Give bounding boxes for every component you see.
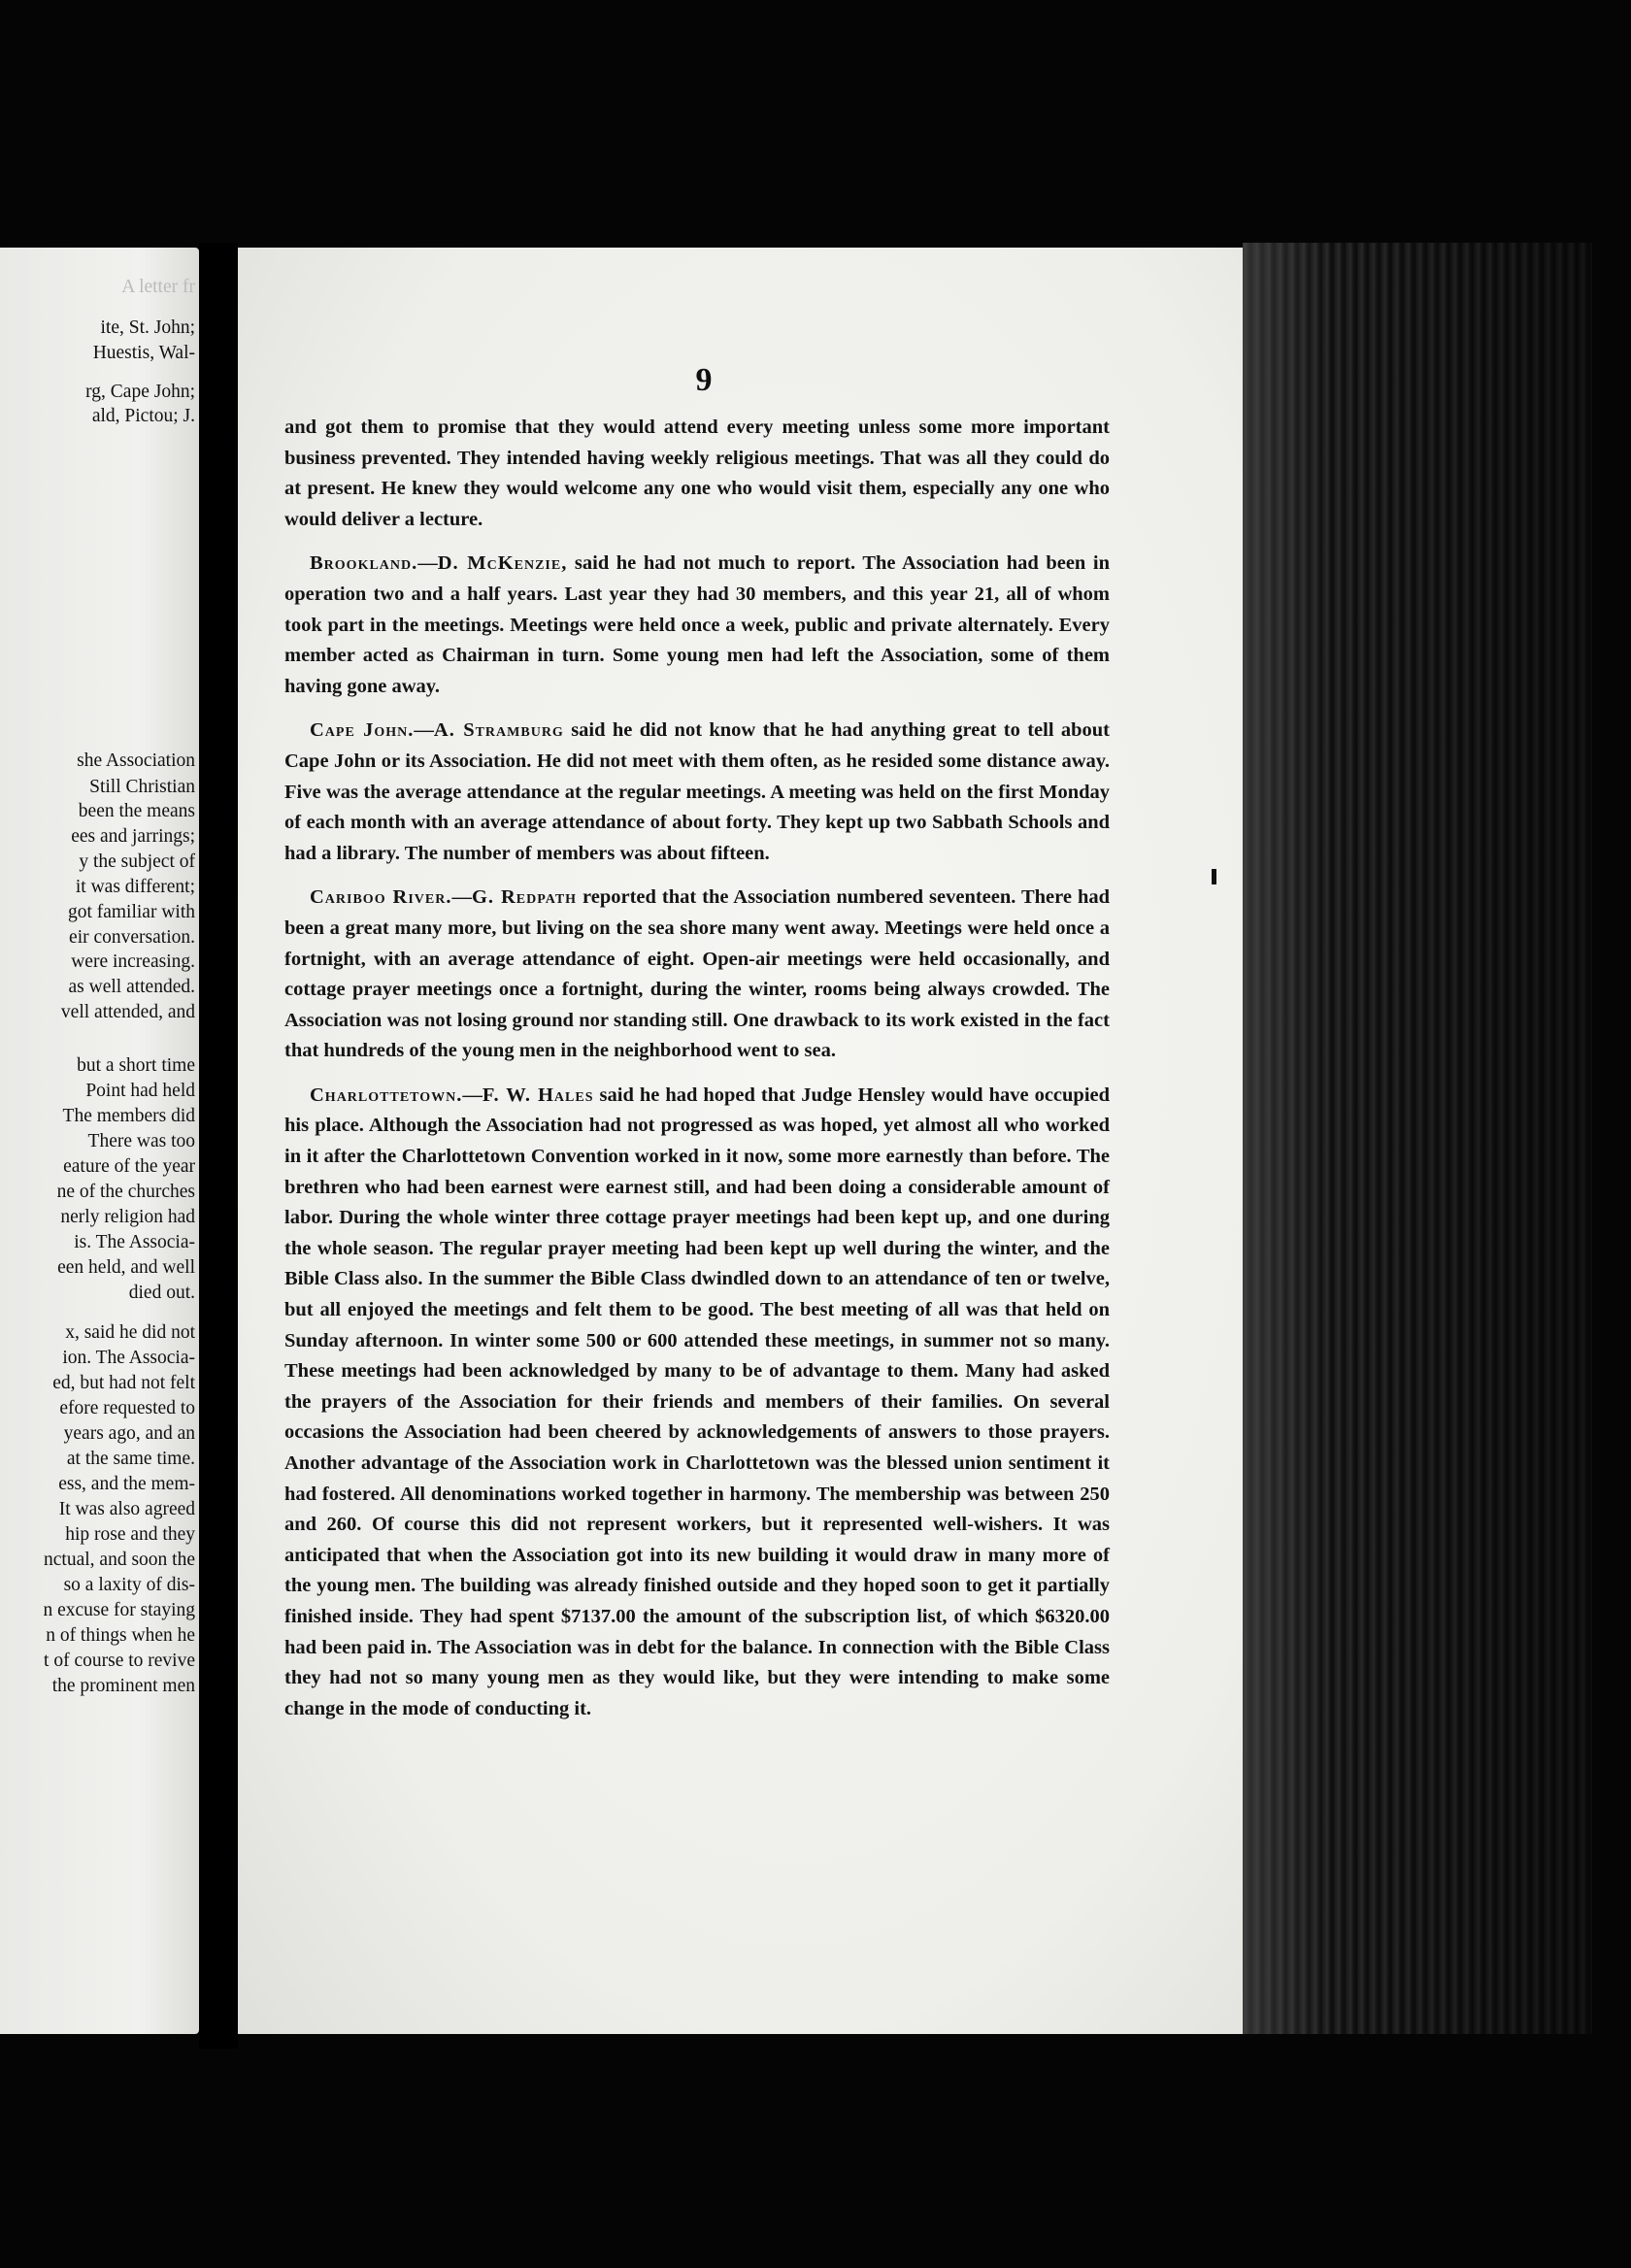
section-text: said he had hoped that Judge Hensley would have occupied his place. Although the Association had not progressed as was hoped, yet almost all who worked in it after the Charlottetown Convention worked in it now, some more earnestly than before. The brethren who had been earnest were earnest still, and had been doing a considerable amount of labor. During the whole winter three cottage prayer meetings had been kept up, and one during the whole season. The regular prayer meeting had been kept up well during the winter, and the Bible Class also. In the summer the Bible Class dwindled down to an attendance of ten or twelve, but all enjoyed the meetings and felt them to be good. The best meeting of all was that held on Sunday afternoon. In winter some 500 or 600 attended these meetings, in summer not so many. These meetings had been acknowledged by many to be of advantage to them. Many had asked the prayers of the Association for their friends and members of their families. On several occasions the Association had been cheered by acknowledgements of answers to those prayers. Another advantage of the Association work in Charlottetown was the blessed union sentiment it had fostered. All denominations worked together in harmony. The membership was between 250 and 260. Of course this did not represent workers, but it represented well-wishers. It was anticipated that when the Association got into its new building it would draw in many more of the young men. The building was already finished outside and they hoped soon to get it partially finished inside. They had spent $7137.00 the amount of the subscription list, of which $6320.00 had been paid in. The Association was in debt for the balance. In connection with the Bible Class they had not so many young men as they would like, but they were intending to make some change in the mode of conducting it. [284,1084,1111,1719]
left-page-text-fragment: n excuse for staying [43,1600,195,1620]
section-speaker: D. McKenzie, [437,552,568,575]
left-page-text-fragment: is. The Associa- [74,1232,195,1252]
book-gutter [199,243,238,2049]
left-page-text-fragment: vell attended, and [60,1002,195,1022]
left-page-text-fragment: Huestis, Wal- [92,343,195,363]
section-charlottetown: Charlottetown.—F. W. Hales said he had hoped that Judge Hensley would have occupied his place. Although the Association had not progressed as was hoped, yet almost all who worked in it after the Charlottetown Convention worked in it now, some more earnestly than before. The brethren who had been earnest were earnest still, and had been doing a considerable amount of labor. During the whole winter three cottage prayer meetings had been kept up, and one during the whole season. The regular prayer meeting had been kept up well during the winter, and the Bible Class also. In the summer the Bible Class dwindled down to an attendance of ten or twelve, but all enjoyed the meetings and felt them to be good. The best meeting of all was that held on Sunday afternoon. In winter some 500 or 600 attended these meetings, in summer not so many. These meetings had been acknowledged by many to be of advantage to them. Many had asked the prayers of the Association for their friends and members of their families. On several occasions the Association had been cheered by acknowledgements of answers to those prayers. Another advantage of the Association work in Charlottetown was the blessed union sentiment it had fostered. All denominations worked together in harmony. The membership was between 250 and 260. Of course this did not represent workers, but it represented well-wishers. It was anticipated that when the Association got into its new building it would draw in many more of the young men. The building was already finished outside and they hoped soon to get it partially finished inside. They had spent $7137.00 the amount of the subscription list, of which $6320.00 had been paid in. The Association was in debt for the balance. In connection with the Bible Class they had not so many young men as they would like, but they were intending to make some change in the mode of conducting it. [284,1084,1111,1719]
section-cariboo-river: Cariboo River.—G. Redpath reported that the Association numbered seventeen. There had been a great many more, but living on the sea shore many went away. Meetings were held once a fortnight, with an average attendance of eight. Open-air meetings were held occasionally, and cottage prayer meetings once a fortnight, during the winter, rooms being always crowded. The Association was not losing ground nor standing still. One drawback to its work existed in the fact that hundreds of the young men in the neighborhood went to sea. [284,886,1110,1062]
left-page-text-fragment: een held, and well [57,1257,195,1278]
left-page-text-fragment: efore requested to [59,1398,195,1418]
left-page-text-fragment: ald, Pictou; J. [91,406,195,426]
left-page-text-fragment: eir conversation. [69,927,195,948]
left-page-text-fragment: at the same time. [66,1449,195,1469]
left-page-text-fragment: ion. The Associa- [62,1348,195,1368]
left-page-text-fragment: n of things when he [46,1625,195,1646]
left-page-fragment [0,248,199,2034]
left-page-text-fragment: ite, St. John; [100,317,195,338]
left-page-text-fragment: rg, Cape John; [85,382,195,402]
left-page-text-fragment: been the means [78,801,195,821]
page-number: 9 [695,362,713,398]
section-text: said he had not much to report. The Association had been in operation two and a half years. Last year they had 30 members, and this year 21, all of whom took part in the meetings. Meetings were held once a week, public and private alternately. Every member acted as Chairman in turn. Some young men had left the Association, some of them having gone away. [284,552,1110,697]
left-page-text-fragment: ed, but had not felt [52,1373,195,1393]
left-page-text-fragment: y the subject of [79,851,195,872]
left-page-text-fragment: There was too [87,1131,195,1151]
left-page-text-fragment: were increasing. [71,951,195,972]
left-page-text-fragment: ess, and the mem- [58,1474,195,1494]
left-page-text-fragment: nctual, and soon the [44,1550,195,1570]
stacked-page-edges [1243,243,1592,2034]
section-brookland: Brookland.—D. McKenzie, said he had not much to report. The Association had been in operation two and a half years. Last year they had 30 members, and this year 21, all of whom took part in the meetings. Meetings were held once a week, public and private alternately. Every member acted as Chairman in turn. Some young men had left the Association, some of them having gone away. [284,552,1110,697]
left-page-text-fragment: Point had held [85,1081,195,1101]
left-page-text-fragment: A letter fr [121,277,195,297]
left-page-text-fragment: t of course to revive [44,1651,195,1671]
section-text: said he did not know that he had anything great to tell about Cape John or its Association. He did not meet with them often, as he resided some distance away. Five was the average attendance at the regular meetings. A meeting was held on the first Monday of each month with an average attendance of about forty. They kept up two Sabbath Schools and had a library. The number of members was about fifteen. [284,719,1111,864]
left-page-text-fragment: ne of the churches [56,1182,195,1202]
section-speaker: G. Redpath [471,886,578,909]
page-text [284,413,1110,1738]
left-page-text-fragment: as well attended. [68,977,195,997]
ink-mark [1212,869,1216,884]
section-place: Brookland. [310,552,418,575]
left-page-text-fragment: ees and jarrings; [71,826,195,847]
section-text: reported that the Association numbered seventeen. There had been a great many more, but living on the sea shore many went away. Meetings were held once a fortnight, with an average attendance of eight. Open-air meetings were held occasionally, and cottage prayer meetings once a fortnight, during the winter, rooms being always crowded. The Association was not losing ground nor standing still. One drawback to its work existed in the fact that hundreds of the young men in the neighborhood went to sea. [284,886,1110,1062]
left-page-text-fragment: got familiar with [67,902,195,922]
left-page-text-fragment: eature of the year [63,1156,195,1177]
section-speaker: A. Stramburg [433,719,564,742]
left-page-text-fragment: x, said he did not [65,1322,195,1343]
section-place: Cape John. [310,719,415,742]
left-page-text-fragment: so a laxity of dis- [63,1575,195,1595]
section-place: Charlottetown. [310,1084,463,1106]
left-page-text-fragment: It was also agreed [58,1499,195,1519]
section-cape-john: Cape John.—A. Stramburg said he did not know that he had anything great to tell about Cape John or its Association. He did not meet with them often, as he resided some distance away. Five was the average attendance at the regular meetings. A meeting was held on the first Monday of each month with an average attendance of about forty. They kept up two Sabbath Schools and had a library. The number of members was about fifteen. [284,719,1111,864]
left-page-text-fragment: nerly religion had [60,1207,195,1227]
left-page-text-fragment: the prominent men [51,1676,195,1696]
intro-paragraph: and got them to promise that they would attend every meeting unless some more important business prevented. They intended having weekly religious meetings. That was all they could do at present. He knew they would welcome any one who would visit them, especially any one who would deliver a lecture. [284,417,1110,530]
main-page [238,248,1243,2034]
left-page-text-fragment: The members did [62,1106,195,1126]
left-page-text-fragment: she Association [77,750,195,771]
section-speaker: F. W. Hales [482,1084,594,1106]
left-page-text-fragment: it was different; [75,877,195,897]
left-page-text-fragment: years ago, and an [63,1423,195,1444]
left-page-text-fragment: died out. [128,1283,195,1303]
left-page-text-fragment: hip rose and they [65,1524,195,1545]
left-page-text-fragment: but a short time [77,1055,195,1076]
left-page-text-fragment: Still Christian [89,777,195,797]
section-place: Cariboo River. [310,886,452,909]
